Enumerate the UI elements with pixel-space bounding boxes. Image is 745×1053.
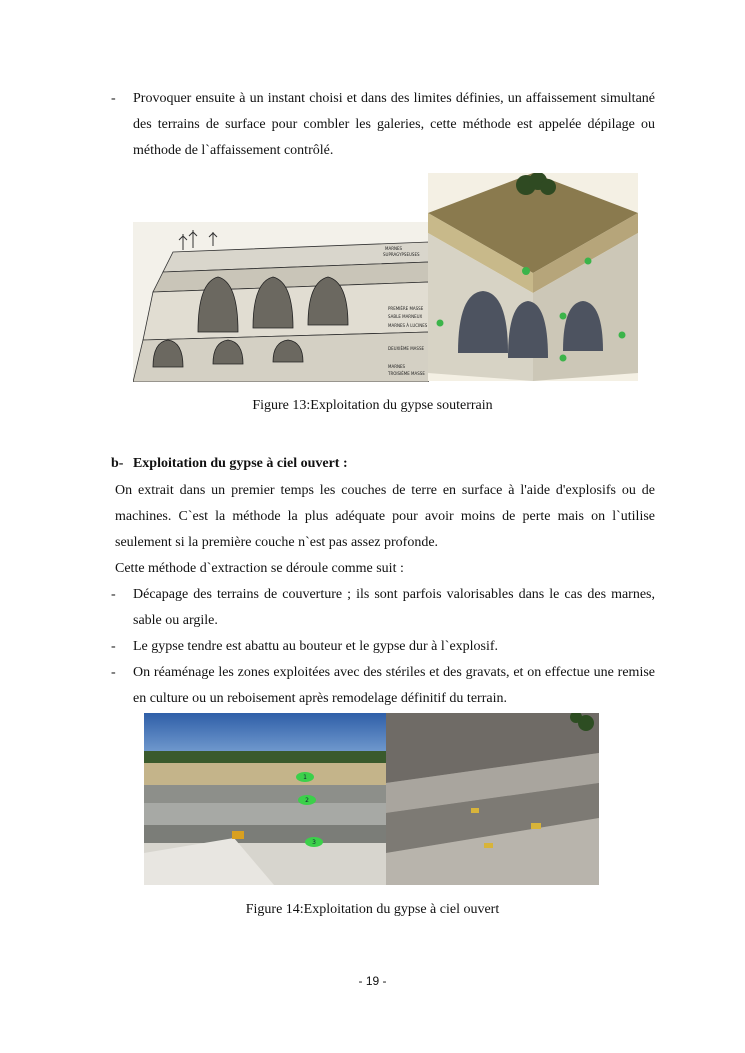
figure13-right-image bbox=[428, 173, 638, 381]
svg-text:TROISIÈME MASSE: TROISIÈME MASSE bbox=[388, 371, 425, 376]
bullet-item-2: Le gypse tendre est abattu au bouteur et le gypse dur à l`explosif. bbox=[133, 639, 499, 654]
figure13-left-image bbox=[133, 222, 429, 382]
quarry-terraces-photo bbox=[386, 713, 599, 885]
bullet-item-1: Décapage des terrains de couverture ; ils sont parfois valorisables dans le cas des marnes, sable ou argile. bbox=[133, 587, 655, 628]
section-paragraph-2: Cette méthode d`extraction se déroule comme suit : bbox=[115, 561, 404, 576]
svg-text:MARNES: MARNES bbox=[388, 364, 406, 369]
svg-text:MARNES À LUCINES: MARNES À LUCINES bbox=[388, 323, 428, 328]
svg-text:DEUXIÈME MASSE: DEUXIÈME MASSE bbox=[388, 346, 425, 351]
underground-gallery-drawing bbox=[133, 222, 429, 382]
section-heading bbox=[111, 456, 348, 472]
intro-bullet-text: Provoquer ensuite à un instant choisi et dans des limites définies, un affaissement simultané des terrains de surface pour combler les galeries, cette méthode est appelée dépilage ou méthode de l`affaissement contrôlé. bbox=[133, 91, 655, 158]
section-title: Exploitation du gypse à ciel ouvert : bbox=[132, 456, 348, 471]
svg-text:PREMIÈRE MASSE: PREMIÈRE MASSE bbox=[388, 306, 424, 311]
underground-cutaway-illustration bbox=[428, 173, 638, 381]
svg-text:MARNES: MARNES bbox=[385, 246, 403, 251]
bullet-marker: - bbox=[111, 639, 116, 654]
section-paragraph-1: On extrait dans un premier temps les couches de terre en surface à l'aide d'explosifs ou de machines. C`est la méthode la plus adéquate pour avoir moins de perte mais on l`utilise seulement si la première couche n`est pas assez profonde. bbox=[115, 483, 655, 550]
marker-2: 2 bbox=[305, 797, 309, 804]
marker-3: 3 bbox=[312, 839, 316, 846]
figure14-caption: Figure 14:Exploitation du gypse à ciel ouvert bbox=[245, 902, 500, 917]
svg-text:SABLE MARNEUX: SABLE MARNEUX bbox=[388, 314, 423, 319]
bullet-marker: - bbox=[111, 91, 116, 106]
section-number: b- bbox=[111, 456, 124, 471]
figure14-left-image bbox=[144, 713, 386, 885]
marker-1: 1 bbox=[303, 774, 307, 781]
figure14-right-image bbox=[386, 713, 599, 885]
bullet-marker: - bbox=[111, 587, 116, 602]
svg-text:SUPRAGYPSEUSES: SUPRAGYPSEUSES bbox=[383, 252, 420, 257]
figure13-caption: Figure 13:Exploitation du gypse souterrain bbox=[252, 398, 493, 413]
bullet-item-3: On réaménage les zones exploitées avec des stériles et des gravats, et on effectue une remise en culture ou un reboisement après remodelage définitif du terrain. bbox=[133, 665, 655, 706]
open-pit-quarry-photo bbox=[144, 713, 386, 885]
page-number: - 19 - bbox=[358, 974, 387, 988]
bullet-marker: - bbox=[111, 665, 116, 680]
